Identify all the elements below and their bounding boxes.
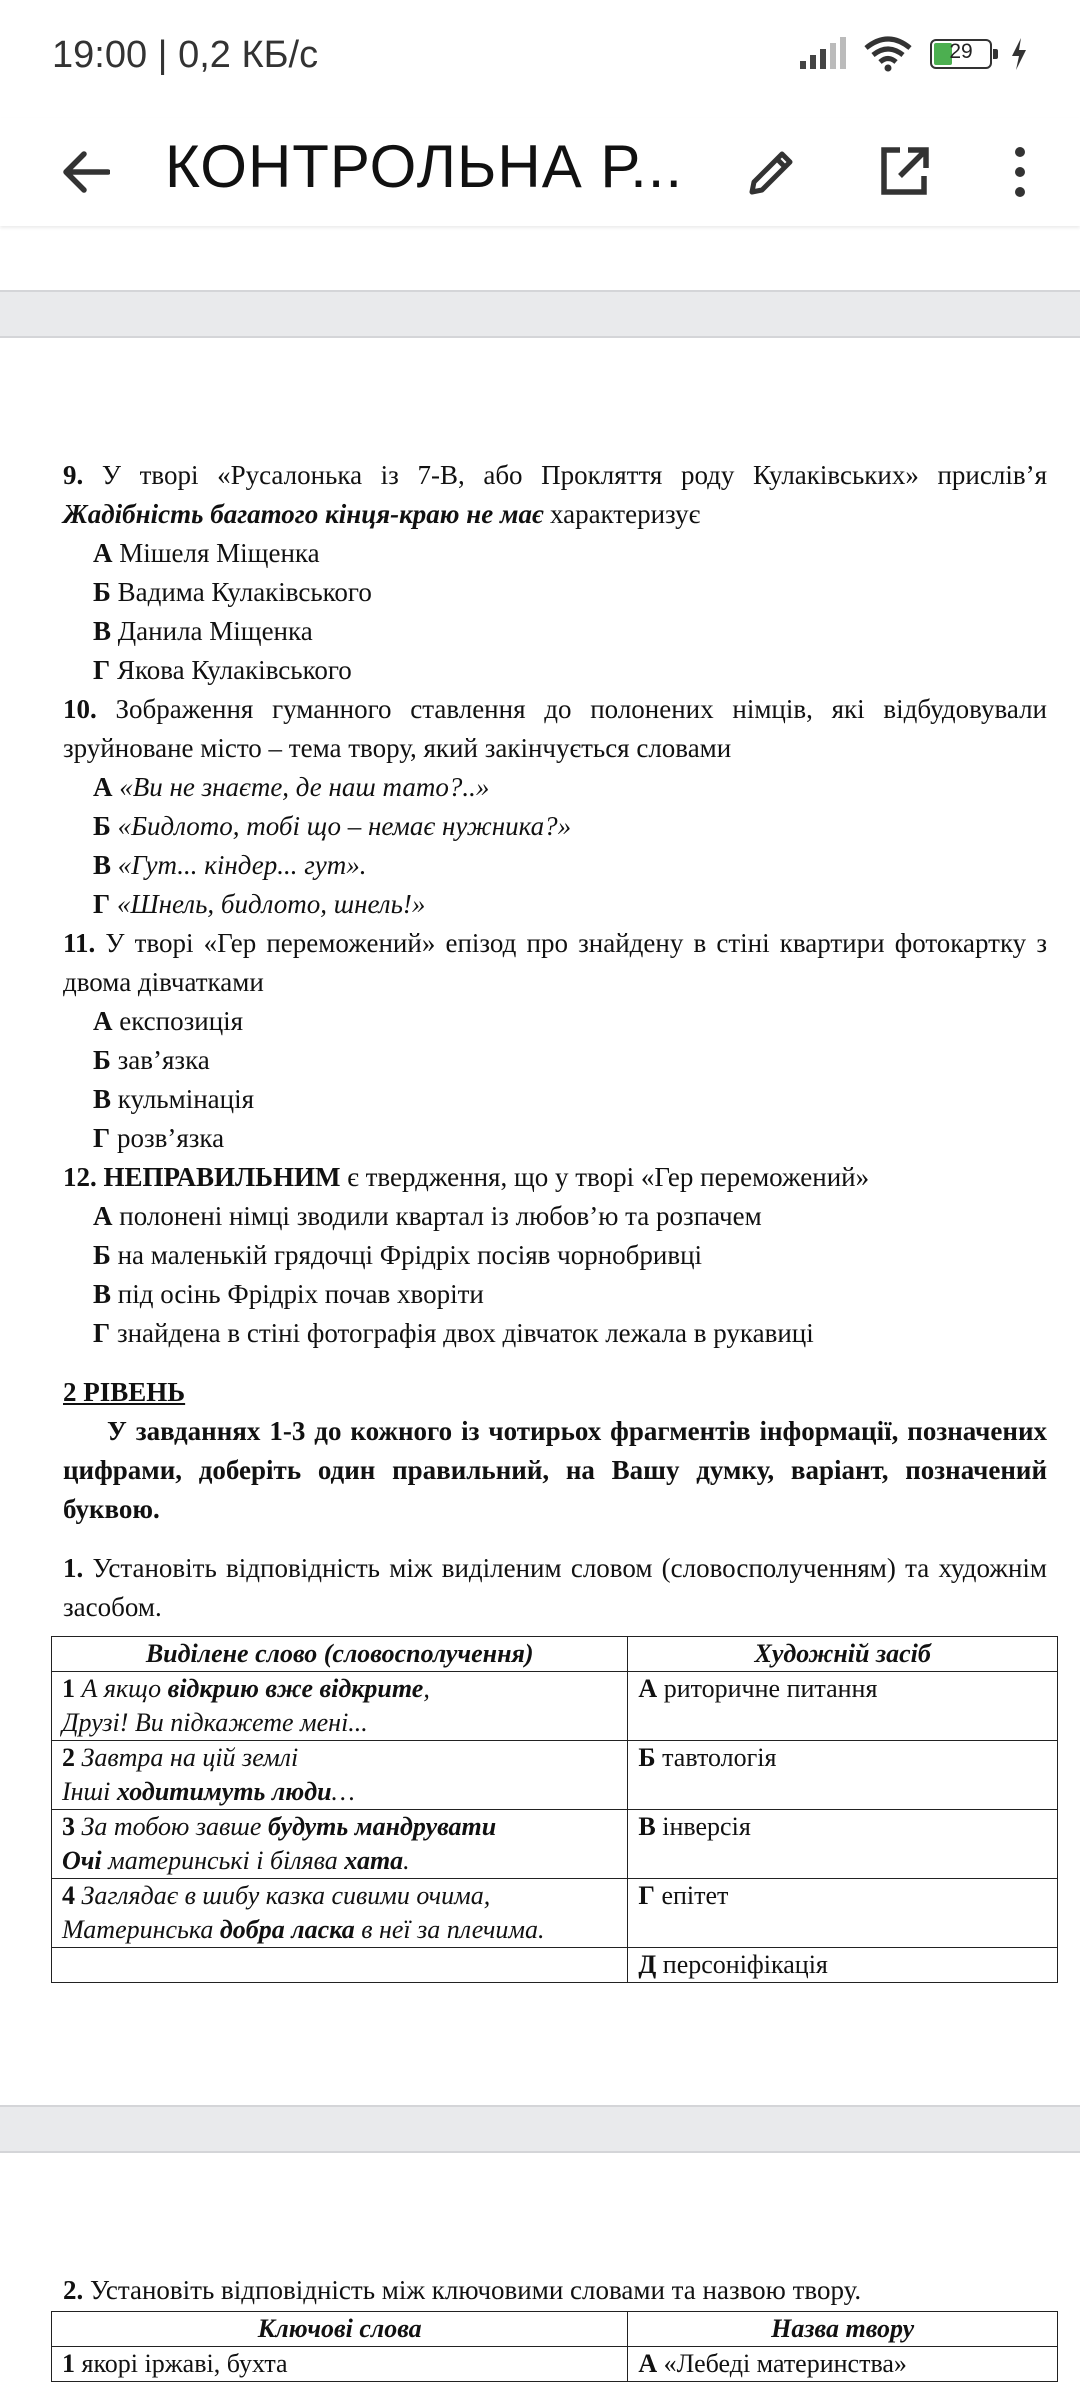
open-external-button[interactable] — [868, 136, 940, 208]
table-header-row — [52, 2312, 1058, 2347]
q11-option: Б зав’язка — [93, 1045, 210, 1075]
q11-option: А експозиція — [93, 1006, 244, 1036]
more-options-button[interactable] — [984, 136, 1056, 208]
page-separator — [0, 290, 1080, 338]
q9-option: А Мішеля Міщенка — [93, 538, 320, 568]
level-2-heading: 2 РІВЕНЬ — [63, 1377, 186, 1407]
table-header-row — [52, 1637, 1058, 1672]
q9-option: Б Вадима Кулаківського — [93, 577, 372, 607]
table-row: Д персоніфікація — [52, 1948, 1058, 1983]
q11-option: В кульмінація — [93, 1084, 254, 1114]
task-2-prompt: 2. Установіть відповідність між ключовими словами та назвою твору. — [63, 2275, 862, 2305]
question-10: 10. Зображення гуманного ставлення до полонених німців, які відбудовували зруйноване місто – тема твору, який закінчується словами — [63, 694, 1047, 763]
battery-icon — [930, 39, 992, 69]
document-title: КОНТРОЛЬНА Р... — [165, 133, 684, 200]
task-2-table — [51, 2311, 1058, 2382]
page-separator — [0, 2105, 1080, 2153]
column-header: Ключові слова — [52, 2312, 628, 2347]
open-in-new-icon — [878, 146, 930, 198]
q12-option: Г знайдена в стіні фотографія двох дівчаток лежала в рукавиці — [93, 1318, 814, 1348]
q9-option: В Данила Міщенка — [93, 616, 313, 646]
charging-icon — [1010, 38, 1028, 70]
table-row: 1 якорі іржаві, бухта А «Лебеді материнства» — [52, 2347, 1058, 2382]
q12-option: Б на маленькій грядочці Фрідріх посіяв чорнобривці — [93, 1240, 703, 1270]
status-bar — [0, 0, 1080, 118]
q11-option: Г розв’язка — [93, 1123, 225, 1153]
q12-option: А полонені німці зводили квартал із любов’ю та розпачем — [93, 1201, 762, 1231]
status-icons — [798, 36, 1028, 72]
q10-option: Б «Бидлото, тобі що – немає нужника?» — [93, 811, 572, 841]
table-row: 3 За тобою завше будуть мандрувати Очі материнські і білява хата. В інверсія — [52, 1810, 1058, 1879]
wifi-icon — [864, 36, 912, 72]
column-header: Художній засіб — [628, 1637, 1058, 1672]
table-row: 1 А якщо відкрию вже відкрите, Друзі! Ви підкажете мені... А риторичне питання — [52, 1672, 1058, 1741]
page-2-content — [63, 2271, 1047, 2310]
column-header: Виділене слово (словосполучення) — [52, 1637, 628, 1672]
status-time: 19:00 | 0,2 КБ/с — [52, 34, 319, 76]
edit-button[interactable] — [736, 136, 808, 208]
battery-level: 29 — [949, 40, 973, 63]
page-1-content — [63, 456, 1047, 1627]
question-9: 9. У творі «Русалонька із 7-В, або Прокляття роду Кулаківських» прислів’я Жадібність багатого кінця-краю не має характеризує — [63, 460, 1047, 529]
q10-option: А «Ви не знаєте, де наш тато?..» — [93, 772, 490, 802]
task-1-table — [51, 1636, 1058, 1983]
back-button[interactable] — [50, 136, 122, 208]
table-row: 2 Завтра на цій землі Інші ходитимуть люди… Б тавтологія — [52, 1741, 1058, 1810]
question-11: 11. У творі «Гер переможений» епізод про знайдену в стіні квартири фотокартку з двома дівчатками — [63, 928, 1047, 997]
app-bar — [0, 118, 1080, 226]
table-row: 4 Заглядає в шибу казка сивими очима, Материнська добра ласка в неї за плечима. Г епітет — [52, 1879, 1058, 1948]
q12-option: В під осінь Фрідріх почав хворіти — [93, 1279, 484, 1309]
q10-option: В «Гут... кіндер... гут». — [93, 850, 367, 880]
arrow-back-icon — [62, 150, 110, 194]
q10-option: Г «Шнель, бидлото, шнель!» — [93, 889, 426, 919]
task-1-prompt: 1. Установіть відповідність між виділеним словом (словосполученням) та художнім засобом. — [63, 1553, 1047, 1622]
pencil-icon — [746, 146, 798, 198]
q9-option: Г Якова Кулаківського — [93, 655, 352, 685]
signal-icon — [798, 37, 846, 71]
more-vert-icon — [1012, 146, 1028, 198]
question-12: 12. НЕПРАВИЛЬНИМ є твердження, що у творі «Гер переможений» — [63, 1162, 870, 1192]
column-header: Назва твору — [628, 2312, 1058, 2347]
level-2-instruction: У завданнях 1-3 до кожного із чотирьох фрагментів інформації, позначених цифрами, доберіть один правильний, на Вашу думку, варіант, позначений буквою. — [63, 1416, 1047, 1524]
